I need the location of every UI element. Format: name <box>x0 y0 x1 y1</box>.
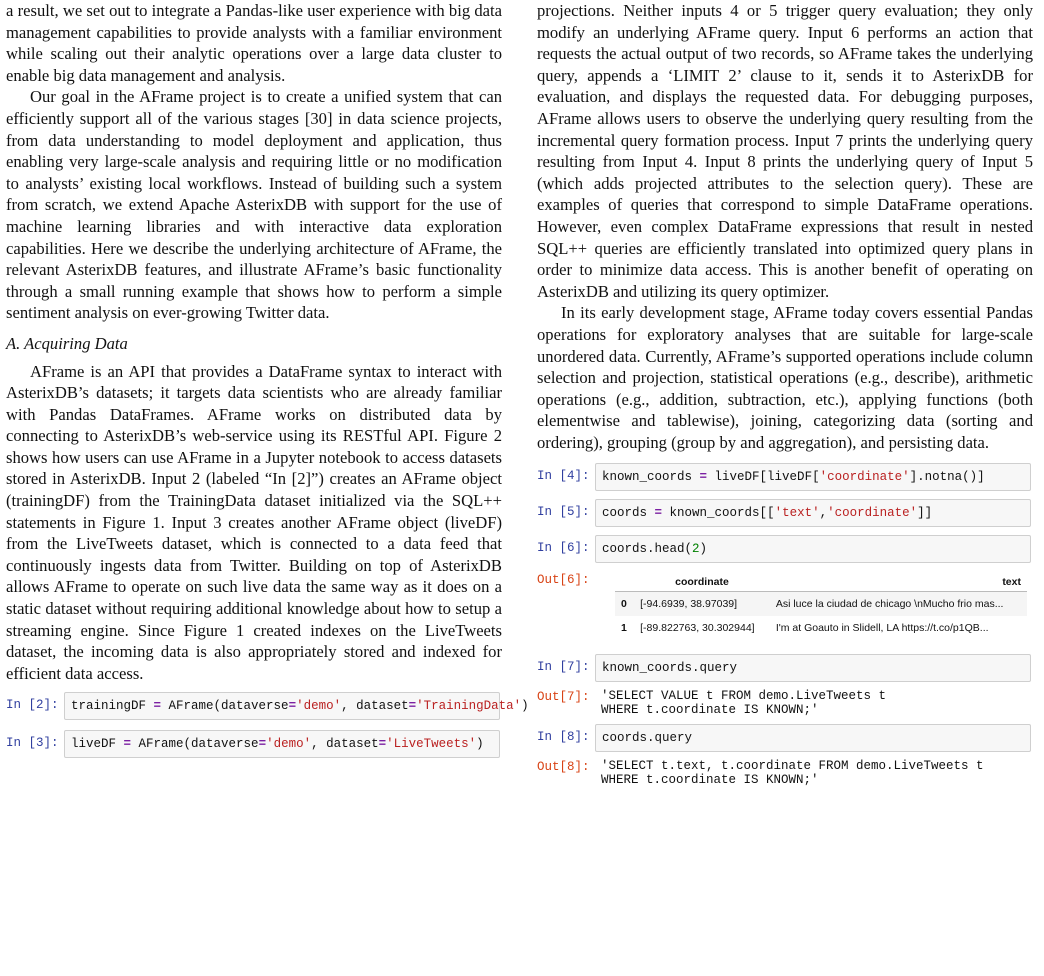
code-input-in6[interactable]: coords.head(2) <box>595 535 1031 563</box>
right-column <box>537 0 1033 792</box>
table-cell-text: I'm at Goauto in Slidell, LA https://t.co/p1QB... <box>775 622 989 635</box>
notebook-cell-in7 <box>537 654 1033 682</box>
cell-prompt: In [3]: <box>6 736 59 751</box>
notebook-cell-in2 <box>6 692 529 720</box>
table-header-text: text <box>770 573 1027 592</box>
notebook-cell-in3 <box>6 730 502 758</box>
output-line: WHERE t.coordinate IS KNOWN;' <box>601 703 819 718</box>
code-input-in4[interactable]: known_coords = liveDF[liveDF['coordinate'].notna()] <box>595 463 1031 491</box>
paragraph-acquiring-data: AFrame is an API that provides a DataFrame syntax to interact with AsterixDB’s datasets; it targets data scientists who are already familiar with Pandas DataFrames. AFrame works on distributed data by connecting to AsterixDB’s web-service using its RESTful API. Figure 2 shows how users can use AFrame in a Jupyter notebook to access datasets stored in AsterixDB. Input 2 (labeled “In [2]”) creates an AFrame object (trainingDF) from the TrainingData dataset initialized via the SQL++ statements in Figure 1. Input 3 creates another AFrame object (liveDF) from the LiveTweets dataset, which is connected to a data feed that continuously ingests data from Twitter. Building on top of AsterixDB allows AFrame to operate on such live data the same way as it does on a static dataset without requiring additional knowledge about how to setup a streaming engine. Since Figure 1 created indexes on the LiveTweets dataset, the incoming data is also appropriately stored and indexed for efficient data access. <box>6 361 502 683</box>
paragraph-projections: projections. Neither inputs 4 or 5 trigger query evaluation; they only modify an underlying AFrame query. Input 6 performs an action that requests the actual output of two records, so AFrame takes the underlying query, appends a ‘LIMIT 2’ clause to it, sends it to AsterixDB for evaluation, and displays the requested data. For debugging purposes, AFrame allows users to observe the underlying query resulting from the incremental query formation process. Input 7 prints the underlying query resulting from Input 4. Input 8 prints the underlying query of Input 5 (which adds projected attributes to the selection query). These are examples of queries that correspond to simple DataFrame operations. However, even complex DataFrame expressions that result in nested SQL++ queries are efficiently translated into optimized query plans in order to minimize data access. This is another benefit of operating on AsterixDB and utilizing its query optimizer. <box>537 1 1033 301</box>
cell-prompt-out: Out[7]: <box>537 690 590 705</box>
notebook-output-out6 <box>537 567 1033 640</box>
query-output-out8 <box>595 754 990 792</box>
code-input-in3[interactable]: liveDF = AFrame(dataverse='demo', dataset='LiveTweets') <box>64 730 500 758</box>
left-column <box>6 0 529 758</box>
code-input-in5[interactable]: coords = known_coords[['text','coordinate']] <box>595 499 1031 527</box>
dataframe-table <box>615 573 1027 640</box>
cell-prompt: In [4]: <box>537 469 590 484</box>
notebook-output-out7 <box>537 684 1033 722</box>
paragraph-intro-tail: a result, we set out to integrate a Pandas-like user experience with big data management capabilities to provide analysts with a familiar environment while scaling out their analytic operations over a large data cluster to enable big data management and analysis. <box>6 1 502 85</box>
table-cell-coordinate: [-89.822763, 30.302944] <box>640 622 755 635</box>
notebook-cell-in8 <box>537 724 1033 752</box>
notebook-cell-in6 <box>537 535 1033 563</box>
table-cell-coordinate: [-94.6939, 38.97039] <box>634 592 770 617</box>
table-header-row <box>615 573 1027 592</box>
cell-prompt: In [8]: <box>537 730 590 745</box>
output-line: 'SELECT t.text, t.coordinate FROM demo.LiveTweets t <box>601 759 984 774</box>
cell-prompt-out: Out[8]: <box>537 760 590 775</box>
paragraph-goal: Our goal in the AFrame project is to create a unified system that can efficiently support all of the various stages [30] in data science projects, from data understanding to model deployment and application, thus enabling very large-scale analysis and requiring little or no modification to analysts’ existing local workflows. Instead of building such a system from scratch, we extend Apache AsterixDB with support for the use of machine learning libraries and with interactive data exploration capabilities. Here we describe the underlying architecture of AFrame, the relevant AsterixDB features, and illustrate AFrame’s basic functionality through a small running example that shows how to perform a simple sentiment analysis on ever-growing Twitter data. <box>6 87 502 323</box>
cell-prompt: In [7]: <box>537 660 590 675</box>
notebook-cell-in4 <box>537 463 1033 491</box>
notebook-cell-in5 <box>537 499 1033 527</box>
paragraph-operations: In its early development stage, AFrame today covers essential Pandas operations for exploratory analyses that are suitable for large-scale unordered data. Currently, AFrame’s supported operations include column selection and projection, statistical operations (e.g., describe), arithmetic operations (e.g., addition, subtraction, etc.), applying functions (both elementwise and tablewise), joining, categorizing data (sorting and ordering), grouping (group by and aggregation), and persisting data. <box>537 303 1033 452</box>
table-header-coordinate: coordinate <box>634 573 770 592</box>
subsection-heading: A. Acquiring Data <box>6 333 128 353</box>
cell-prompt-out: Out[6]: <box>537 573 590 588</box>
query-output-out7 <box>595 684 892 722</box>
code-input-in2[interactable]: trainingDF = AFrame(dataverse='demo', dataset='TrainingData') <box>64 692 500 720</box>
table-row <box>615 592 1027 617</box>
cell-prompt: In [5]: <box>537 505 590 520</box>
cell-prompt: In [6]: <box>537 541 590 556</box>
notebook-output-out8 <box>537 754 1033 792</box>
table-row <box>615 616 1027 640</box>
output-line: WHERE t.coordinate IS KNOWN;' <box>601 773 819 788</box>
table-cell-index: 0 <box>615 592 634 617</box>
output-line: 'SELECT VALUE t FROM demo.LiveTweets t <box>601 689 887 704</box>
table-header-index <box>615 573 634 592</box>
table-cell-index: 1 <box>621 622 627 635</box>
table-cell-text: Asi luce la ciudad de chicago \nMucho frio mas... <box>770 592 1027 617</box>
cell-prompt: In [2]: <box>6 698 59 713</box>
code-input-in8[interactable]: coords.query <box>595 724 1031 752</box>
code-input-in7[interactable]: known_coords.query <box>595 654 1031 682</box>
